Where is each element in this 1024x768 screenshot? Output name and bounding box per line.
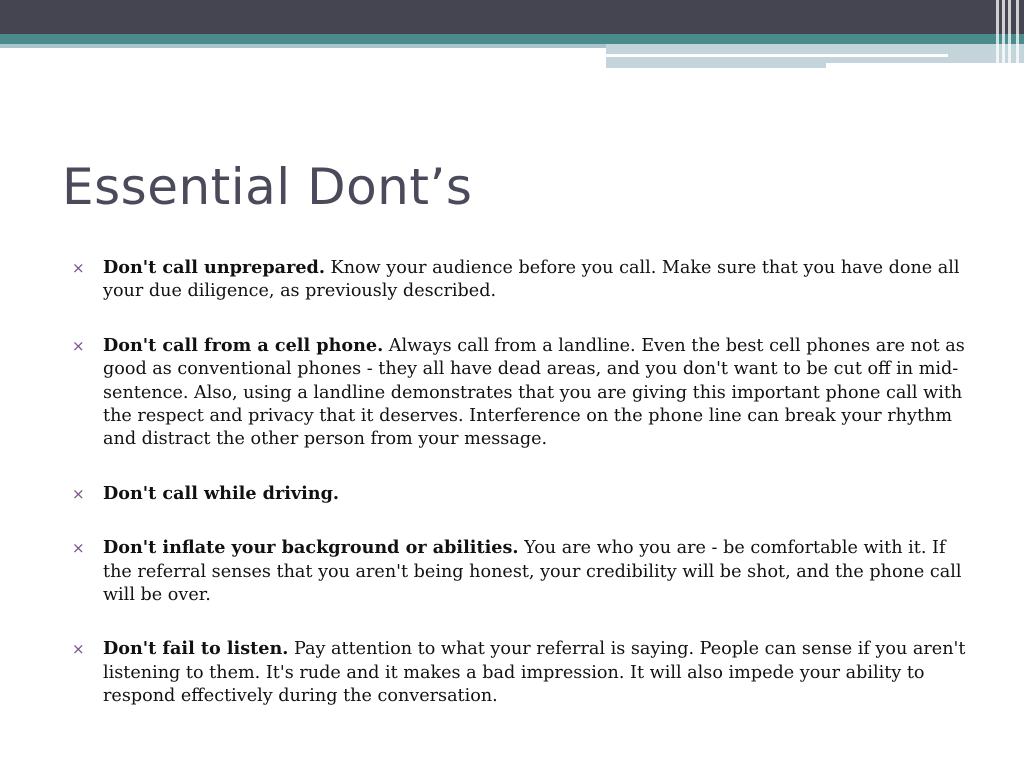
cross-bullet-icon: ×: [72, 539, 85, 558]
cross-bullet-icon: ×: [72, 336, 85, 355]
header-band-teal: [0, 34, 1024, 44]
header-stripe: [996, 0, 999, 68]
slide-title: Essential Dont’s: [62, 158, 473, 216]
header-band-light: [0, 44, 606, 48]
bullet-lead: Don't call while driving.: [103, 482, 340, 504]
bullet-text: Pay attention to what your referral is saying. People can sense if you aren't listening to them. It's rude and it makes a bad impression. It will also impede your ability to respond effectively during the conversation.: [103, 639, 966, 707]
header-stripe: [1008, 0, 1011, 68]
bullet-item: [72, 536, 972, 607]
bullet-lead: Don't inflate your background or abilities.: [103, 537, 519, 559]
cross-bullet-icon: ×: [72, 640, 85, 659]
bullet-item: [72, 637, 972, 708]
header-band-right-line: [606, 54, 948, 57]
bullet-list: [72, 256, 972, 739]
bullet-lead: Don't call from a cell phone.: [103, 334, 384, 356]
bullet-lead: Don't fail to listen.: [103, 638, 289, 660]
cross-bullet-icon: ×: [72, 259, 85, 277]
cross-bullet-icon: ×: [72, 484, 85, 503]
header-stripes: [992, 0, 1024, 68]
header-band-dark: [0, 0, 1024, 34]
bullet-item: [72, 482, 972, 506]
bullet-item: [72, 334, 972, 452]
bullet-lead: Don't call unprepared.: [103, 257, 325, 278]
header-stripe: [1002, 0, 1005, 68]
bullet-item: [72, 256, 972, 304]
header-stripe: [1016, 0, 1019, 68]
bullet-text: You are who you are - be comfortable with it. If the referral senses that you aren't being honest, your credibility will be shot, and the phone call will be over.: [103, 538, 962, 606]
bullet-text: Know your audience before you call. Make sure that you have done all your due diligence, as previously described.: [103, 258, 960, 302]
bullet-text: Always call from a landline. Even the best cell phones are not as good as conventional phones - they all have dead areas, and you don't want to be cut off in mid-sentence. Also, using a landline demonstrates that you are giving this important phone call with the respect and privacy that it deserves. Interference on the phone line can break your rhythm and distract the other person from your message.: [103, 335, 965, 450]
